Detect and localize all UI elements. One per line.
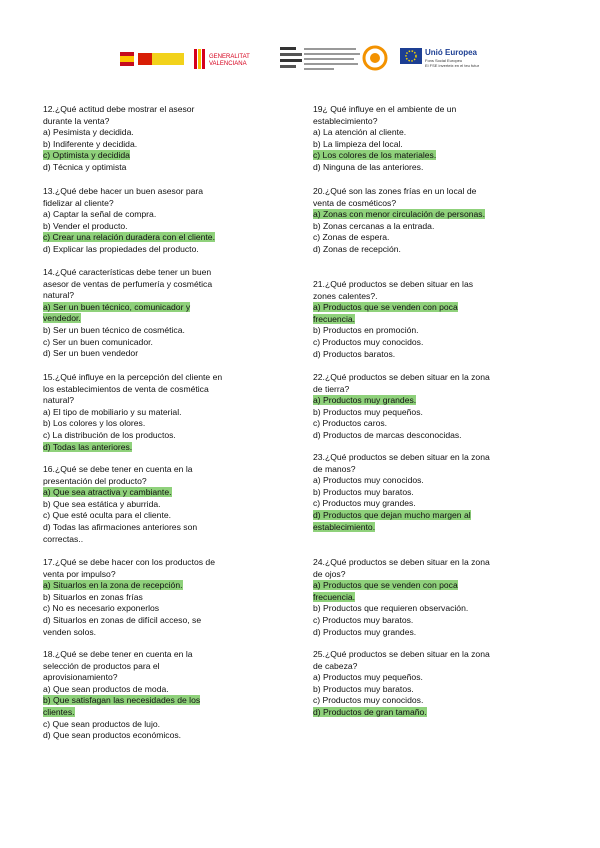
question-text: 21.¿Qué productos se deben situar en las (313, 279, 474, 289)
option: d) Todas las afirmaciones anteriores son (43, 521, 198, 532)
question-text: 17.¿Qué se debe hacer con los productos de (43, 557, 215, 567)
question-25 (313, 649, 553, 719)
question-text: natural? (43, 290, 75, 301)
eu-title: Unió Europea (425, 48, 478, 57)
question-text: de cabeza? (313, 660, 358, 671)
option: a) Pesimista y decidida. (43, 127, 134, 138)
question-text: fidelizar al cliente? (43, 197, 114, 208)
question-16 (43, 464, 283, 545)
question-text: 20.¿Qué son las zones frías en un local de (313, 186, 477, 196)
option-correct: frecuencia. (313, 591, 356, 602)
option: c) Que esté oculta para el cliente. (43, 510, 172, 521)
eu-logo (400, 44, 496, 74)
option: c) Ser un buen comunicador. (43, 336, 153, 347)
question-text: de tierra? (313, 383, 350, 394)
option: b) Productos muy pequeños. (313, 406, 423, 417)
option: c) Productos muy baratos. (313, 614, 414, 625)
option-correct: a) Productos que se venden con poca (313, 580, 458, 591)
gva-line1: GENERALITAT (209, 54, 250, 60)
option: a) Captar la señal de compra. (43, 209, 157, 220)
option: b) Zonas cercanas a la entrada. (313, 220, 435, 231)
option-correct: d) Productos que dejan mucho margen al (313, 509, 471, 520)
question-text: los establecimientos de venta de cosmética (43, 383, 209, 394)
question-text: venta por impulso? (43, 568, 116, 579)
question-text: aprovisionamiento? (43, 672, 118, 683)
question-21 (313, 279, 553, 360)
option-correct: clientes. (43, 706, 75, 717)
option-correct: c) Los colores de los materiales. (313, 150, 437, 161)
option: a) Productos muy conocidos. (313, 475, 424, 486)
question-23 (313, 452, 553, 533)
option-correct: frecuencia. (313, 313, 356, 324)
option-correct: c) Crear una relación duradera con el cliente. (43, 232, 215, 243)
eu-sub1: Fons Social Europeu (425, 58, 463, 63)
question-text: 19¿ Qué influye en el ambiente de un (313, 104, 457, 114)
option: c) Productos muy conocidos. (313, 695, 424, 706)
option: b) Los colores y los olores. (43, 418, 146, 429)
question-text: de ojos? (313, 568, 346, 579)
question-text: presentación del producto? (43, 475, 147, 486)
question-18 (43, 649, 283, 742)
option-correct: c) Optimista y decidida (43, 150, 130, 161)
option: b) La limpieza del local. (313, 138, 403, 149)
option-correct: d) Todas las anteriores. (43, 441, 133, 452)
question-text: 18.¿Qué se debe tener en cuenta en la (43, 649, 193, 659)
option: b) Que sea estática y aburrida. (43, 498, 161, 509)
option: d) Productos baratos. (313, 348, 396, 359)
option-correct: establecimiento. (313, 521, 376, 532)
question-14 (43, 267, 283, 360)
option: c) La distribución de los productos. (43, 429, 176, 440)
question-text: durante la venta? (43, 115, 110, 126)
question-text: establecimiento? (313, 115, 378, 126)
option: d) Ser un buen vendedor (43, 348, 139, 359)
question-text: natural? (43, 395, 75, 406)
option: b) Ser un buen técnico de cosmética. (43, 324, 185, 335)
option: c) Productos muy grandes. (313, 498, 416, 509)
option-correct: d) Productos de gran tamaño. (313, 706, 427, 717)
eu-sub2: El FSE inverteix en el teu futur (425, 63, 480, 68)
option: c) No es necesario exponerlos (43, 603, 160, 614)
generalitat-valenciana-logo (192, 44, 270, 74)
option-correct: a) Productos muy grandes. (313, 395, 417, 406)
option: d) Ninguna de las anteriores. (313, 161, 424, 172)
option: d) Productos muy grandes. (313, 626, 417, 637)
question-22 (313, 372, 553, 442)
question-13 (43, 186, 283, 256)
question-text: 22.¿Qué productos se deben situar en la zona (313, 372, 490, 382)
option: b) Productos que requieren observación. (313, 603, 469, 614)
option-correct: a) Que sea atractiva y cambiante. (43, 487, 172, 498)
option: correctas.. (43, 533, 84, 544)
option-correct: a) Ser un buen técnico, comunicador y (43, 301, 191, 312)
option: a) El tipo de mobiliario y su material. (43, 406, 182, 417)
option: b) Productos muy baratos. (313, 683, 414, 694)
question-text: 25.¿Qué productos se deben situar en la zona (313, 649, 490, 659)
option: c) Productos muy conocidos. (313, 336, 424, 347)
question-text: 24.¿Qué productos se deben situar en la zona (313, 557, 490, 567)
question-12 (43, 104, 283, 174)
question-24 (313, 557, 553, 638)
option: d) Técnica y optimista (43, 161, 127, 172)
option: a) Productos muy pequeños. (313, 672, 423, 683)
option: a) La atención al cliente. (313, 127, 407, 138)
option: a) Que sean productos de moda. (43, 683, 169, 694)
question-text: zones calentes?. (313, 290, 378, 301)
question-text: venta de cosméticos? (313, 197, 397, 208)
option: c) Zonas de espera. (313, 232, 390, 243)
question-20 (313, 186, 553, 256)
option: b) Indiferente y decidida. (43, 138, 138, 149)
question-text: selección de productos para el (43, 660, 160, 671)
option: d) Productos de marcas desconocidas. (313, 429, 462, 440)
question-text: de manos? (313, 463, 356, 474)
question-text: 23.¿Qué productos se deben situar en la zona (313, 452, 490, 462)
header-logos (118, 44, 498, 74)
question-text: 16.¿Qué se debe tener en cuenta en la (43, 464, 193, 474)
question-text: asesor de ventas de perfumería y cosmética (43, 278, 213, 289)
option: d) Que sean productos económicos. (43, 730, 182, 741)
option: c) Productos caros. (313, 418, 388, 429)
question-text: 12.¿Qué actitud debe mostrar el asesor (43, 104, 195, 114)
option: b) Situarlos en zonas frías (43, 591, 143, 602)
option-correct: a) Productos que se venden con poca (313, 302, 458, 313)
option: c) Que sean productos de lujo. (43, 718, 161, 729)
option-correct: a) Zonas con menor circulación de personas. (313, 209, 485, 220)
option: d) Zonas de recepción. (313, 243, 401, 254)
option: b) Productos muy baratos. (313, 486, 414, 497)
option: d) Explicar las propiedades del producto. (43, 243, 199, 254)
question-text: 13.¿Qué debe hacer un buen asesor para (43, 186, 204, 196)
option-correct: vendedor. (43, 313, 81, 324)
option: d) Situarlos en zonas de difícil acceso, se (43, 614, 202, 625)
option-correct: b) Que satisfagan las necesidades de los (43, 695, 201, 706)
spain-government-logo (118, 44, 186, 74)
question-17 (43, 557, 283, 638)
gva-line2: VALENCIANA (209, 61, 247, 67)
sgs-logo (358, 44, 392, 74)
option-correct: a) Situarlos en la zona de recepción. (43, 580, 183, 591)
question-text: 15.¿Qué influye en la percepción del cliente en (43, 372, 223, 382)
question-text: 14.¿Qué características debe tener un buen (43, 267, 212, 277)
option: b) Vender el producto. (43, 220, 128, 231)
question-15 (43, 372, 283, 453)
option: venden solos. (43, 626, 97, 637)
option: b) Productos en promoción. (313, 325, 419, 336)
question-19 (313, 104, 553, 174)
